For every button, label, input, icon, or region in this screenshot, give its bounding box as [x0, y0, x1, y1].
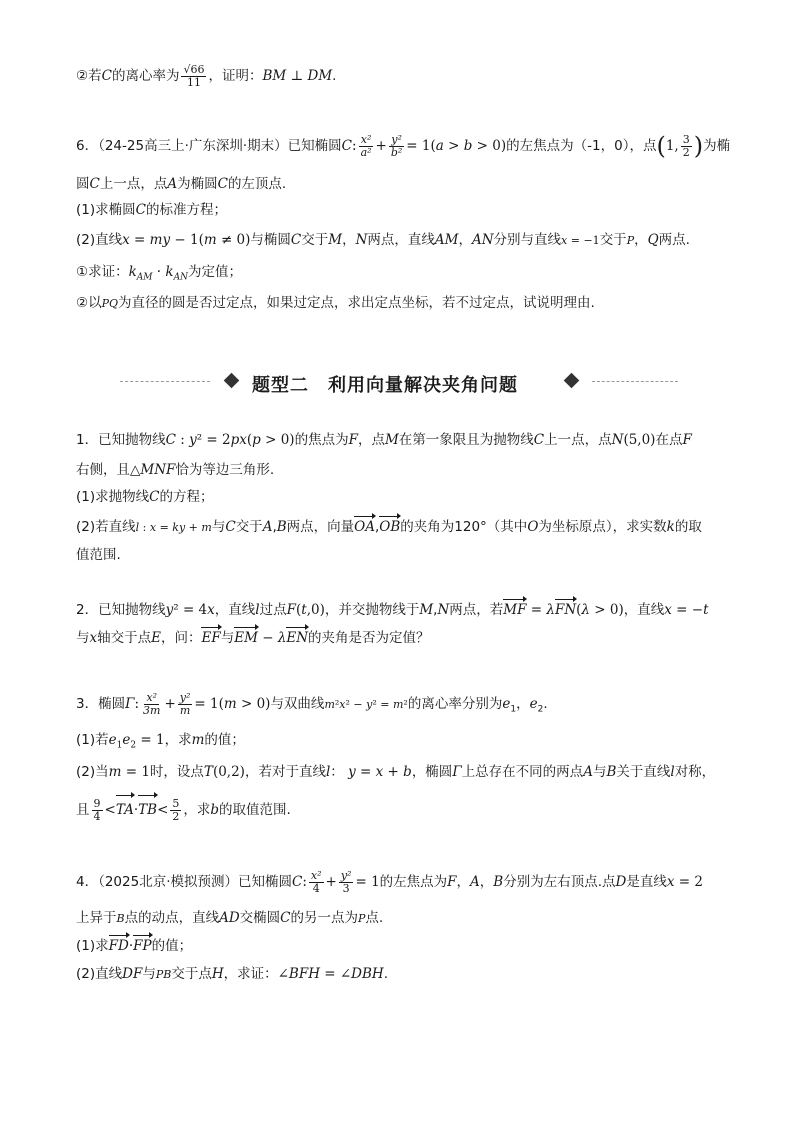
text: ，: [479, 874, 494, 890]
text: 交于: [301, 232, 329, 248]
text: ，证明：: [208, 68, 263, 84]
source: （24-25高三上·广东深圳·期末）: [98, 138, 288, 154]
diamond-icon: [564, 373, 580, 389]
text: 点的动点，直线: [124, 910, 220, 926]
math: C: [135, 202, 146, 218]
text: (2)若直线: [76, 519, 136, 535]
text: 值范围.: [76, 547, 121, 563]
text: 交于: [235, 519, 263, 535]
text: 椭圆: [98, 696, 126, 712]
frac-num: √66: [183, 62, 205, 76]
text: 的夹角为120°（其中: [400, 519, 528, 535]
text: 的方程；: [159, 489, 214, 505]
fraction: $\frac{9}{4}$: [93, 796, 101, 823]
text: 点.: [365, 910, 384, 926]
text: 关于直线: [616, 764, 671, 780]
text: 恰为等边三角形.: [175, 462, 275, 478]
text: 已知椭圆: [238, 874, 292, 890]
math: y² = 4x: [165, 602, 215, 618]
text: 轴交于点: [97, 630, 152, 646]
fraction: $\frac{\text{x²}}{\text{a²}}$: [360, 132, 372, 159]
text: (1)若: [76, 732, 109, 748]
math: C: [101, 68, 112, 84]
text: ，: [342, 232, 356, 248]
fraction: $\frac{\text{y²}}{\text{b²}}$: [390, 132, 403, 159]
text: 上异于: [76, 910, 117, 926]
text: 交椭圆: [239, 910, 281, 926]
text: 上总存在不同的两点: [461, 764, 584, 780]
text: 分别为左右顶点.点: [503, 874, 616, 890]
text: ，求: [183, 802, 211, 818]
text: 的值；: [204, 732, 245, 748]
text: 两点.: [658, 232, 690, 248]
text: 的离心率分别为: [407, 696, 503, 712]
text: 的取值范围.: [219, 802, 291, 818]
section-title: 题型二 利用向量解决夹角问题: [252, 375, 518, 396]
text: 在点: [655, 432, 683, 448]
math: △MNF: [130, 462, 176, 478]
q3-part2-cont: 且 $\frac{9}{4}$ <TA·TB< $\frac{5}{2}$ ，求b的取值范围.: [76, 796, 291, 823]
text: 的值；: [151, 938, 193, 954]
text: 分别与直线: [493, 232, 562, 248]
q1-part1: (1)求抛物线C的方程；: [76, 489, 214, 505]
q4-line1: 4．（2025北京·模拟预测）已知椭圆C: $\frac{\text{x²}}{4}$ + $\frac{\text{y²}}{3}$ = 1的左焦点为F，A，B分别为左右顶点.点D是直线x = 2: [76, 868, 703, 895]
text: ，求: [164, 732, 192, 748]
text: (2)当: [76, 764, 109, 780]
math: x = my − 1(m ≠ 0): [122, 232, 251, 248]
divider: [120, 381, 210, 382]
text: ②若: [76, 68, 102, 84]
text: 上一点，点: [544, 432, 612, 448]
text: (1)求椭圆: [76, 202, 136, 218]
text: ，直线: [623, 602, 665, 618]
text: 的另一点为: [290, 910, 359, 926]
question-number: 4．: [76, 874, 99, 890]
q6-sub2: [76, 293, 595, 314]
text: ，: [634, 232, 648, 248]
math: l : x = ky + m: [135, 521, 212, 534]
q1-part2: (2)若直线l : x = ky + m与C交于A,B两点，向量OA,OB的夹角为120°（其中O为坐标原点），求实数k的取: [76, 519, 702, 535]
text: ，求证：: [223, 966, 278, 982]
prev-line: [76, 62, 336, 90]
divider: [592, 381, 678, 382]
question-number: 2．: [76, 602, 99, 618]
fraction: $\frac{\text{y²}}{m}$: [179, 690, 191, 717]
q4-line2: 上异于B点的动点，直线AD交椭圆C的另一点为P点.: [76, 910, 384, 926]
text: 两点，向量: [286, 519, 355, 535]
text: 时，设点: [149, 764, 204, 780]
text: 的焦点为: [294, 432, 349, 448]
text: ，: [458, 232, 472, 248]
math: BM ⊥ DM: [262, 68, 333, 84]
math: ∠BFH = ∠DBH: [277, 966, 384, 982]
math: $k_{AM} \cdot k_{AN}$: [128, 264, 188, 283]
text: 为椭圆: [177, 176, 218, 192]
text: (1)求: [76, 938, 109, 954]
text: 与: [76, 630, 90, 646]
text: 已知抛物线: [98, 602, 166, 618]
text: 为直径的圆是否过定点，如果过定点，求出定点坐标，若不过定点，试说明理由.: [118, 295, 595, 311]
frac-den: 11: [186, 75, 201, 89]
math: C : y² = 2px(p > 0): [165, 432, 295, 448]
fraction: $\frac{\text{y²}}{3}$: [340, 868, 352, 895]
text: .: [332, 68, 337, 84]
math: C: [217, 176, 228, 192]
q1-part2-cont: [76, 545, 121, 565]
question-number: 3．: [76, 696, 99, 712]
text: .: [383, 966, 389, 982]
section-heading: [0, 370, 794, 394]
text: (1)求抛物线: [76, 489, 150, 505]
text: 的离心率为: [111, 68, 180, 84]
text: ，椭圆: [411, 764, 453, 780]
text: 的取: [674, 519, 702, 535]
text: ，点: [357, 432, 385, 448]
q6-line2: [76, 174, 286, 194]
fraction: $\frac{3}{2}$: [682, 132, 690, 159]
math: C: [89, 176, 100, 192]
text: ，: [516, 696, 530, 712]
text: 交于: [599, 232, 627, 248]
text: 与: [142, 966, 156, 982]
text: 与双曲线: [270, 696, 325, 712]
q3-line1: 3．椭圆Γ: $\frac{\text{x²}}{3m}$ + $\frac{\text{y²}}{m}$ = 1(m > 0)与双曲线m²x² − y² = m²的离心率分别为$e_1$，$e_2$.: [76, 690, 548, 717]
q2-line2: 与x轴交于点E，问：EF与EM − λEN的夹角是否为定值？: [76, 630, 430, 646]
text: 已知椭圆: [287, 138, 342, 154]
q3-part1: (1)若$e_1e_2 = 1$，求m的值；: [76, 732, 245, 751]
math: A: [167, 176, 178, 192]
text: 过点: [259, 602, 287, 618]
text: 的标准方程；: [145, 202, 227, 218]
text: 为定值；: [187, 264, 242, 280]
q3-part2: (2)当m = 1时，设点T(0,2)，若对于直线l： y = x + b，椭圆Γ上总存在不同的两点A与B关于直线l对称，: [76, 764, 716, 780]
text: 在第一象限且为抛物线: [398, 432, 534, 448]
math: C: [341, 138, 352, 154]
q6-line1: 6．（24-25高三上·广东深圳·期末）已知椭圆C: $\frac{\text{x²}}{\text{a²}}$ + $\frac{\text{y²}}{\text{b²}}$ = 1(a > b > 0)的左焦点为（-1，0），点(1, $\frac{3}{2}$ )为椭: [76, 132, 731, 160]
text: 已知抛物线: [98, 432, 166, 448]
source: （2025北京·模拟预测）: [98, 874, 238, 890]
text: ①求证：: [76, 264, 129, 280]
text: 与: [220, 630, 235, 646]
question-number: 1．: [76, 432, 99, 448]
text: 是直线: [626, 874, 667, 890]
text: 与椭圆: [250, 232, 291, 248]
q6-part2: (2)直线x = my − 1(m ≠ 0)与椭圆C交于M，N两点，直线AM，AN分别与直线x = −1交于P，Q两点.: [76, 232, 690, 248]
diamond-icon: [224, 373, 240, 389]
text: 圆: [76, 176, 90, 192]
text: 的左顶点.: [227, 176, 287, 192]
fraction: $\frac{\text{x²}}{4}$: [310, 868, 322, 895]
text: ，若对于直线: [244, 764, 326, 780]
text: .: [543, 696, 548, 712]
math: PQ: [101, 297, 119, 310]
text: ，直线: [214, 602, 256, 618]
math: C: [290, 232, 302, 248]
text: ，: [456, 874, 471, 890]
q1-line2: [76, 460, 274, 480]
text: ，并交抛物线于: [324, 602, 420, 618]
q6-part1: [76, 200, 227, 220]
text: ②以: [76, 295, 102, 311]
text: ，问：: [160, 630, 202, 646]
text: 对称，: [674, 764, 716, 780]
math: :: [352, 138, 357, 154]
text: 的左焦点为（-1，0），点: [506, 138, 657, 154]
text: (2)直线: [76, 966, 123, 982]
text: 与: [211, 519, 226, 535]
text: 两点，若: [449, 602, 504, 618]
text: 为坐标原点），求实数: [538, 519, 667, 535]
fraction: $\frac{\text{x²}}{3m}$: [143, 690, 161, 717]
q1-line1: 1．已知抛物线C : y² = 2px(p > 0)的焦点为F，点M在第一象限且为抛物线C上一点，点N(5,0)在点F: [76, 432, 692, 448]
text: 交于点: [171, 966, 212, 982]
q4-part1: (1)求FD·FP的值；: [76, 938, 193, 954]
text: (2)直线: [76, 232, 123, 248]
text: 与: [592, 764, 607, 780]
q6-sub1: [76, 262, 242, 288]
text: 的左焦点为: [379, 874, 448, 890]
text: 的夹角是否为定值？: [308, 630, 430, 646]
text: 右侧，且: [76, 462, 130, 478]
q4-part2: (2)直线DF与PB交于点H，求证：∠BFH = ∠DBH.: [76, 966, 389, 982]
text: 且: [76, 802, 90, 818]
question-number: 6．: [76, 138, 99, 154]
fraction: [181, 64, 206, 89]
fraction: $\frac{5}{2}$: [172, 796, 180, 823]
q2-line1: 2．已知抛物线y² = 4x，直线l过点F(t,0)，并交抛物线于M,N两点，若MF = λFN(λ > 0)，直线x = −t: [76, 602, 709, 618]
text: 上一点，点: [99, 176, 168, 192]
text: 两点，直线: [367, 232, 435, 248]
text: 为椭: [703, 138, 731, 154]
